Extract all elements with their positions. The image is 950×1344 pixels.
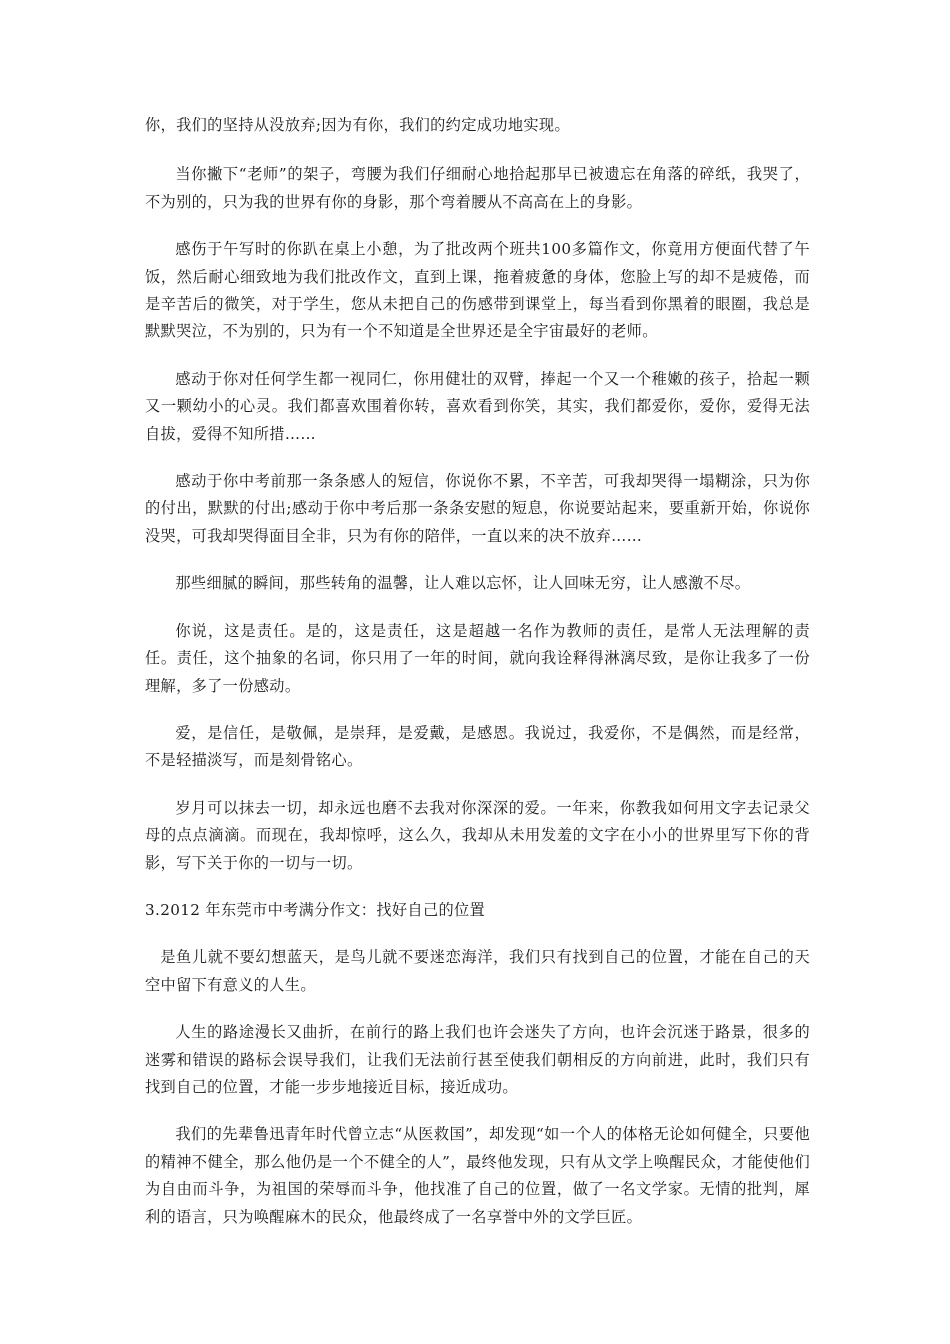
paragraph: 感动于你中考前那一条条感人的短信，你说你不累，不辛苦，可我却哭得一塌糊涂，只为你的付出，默默的付出;感动于你中考后那一条条安慰的短息，你说要站起来，要重新开始，你说你没哭，可我却哭得面目全非，只为有你的陪伴，一直以来的决不放弃…… (145, 472, 810, 545)
paragraph: 我们的先辈鲁迅青年时代曾立志“从医救国”，却发现“如一个人的体格无论如何健全，只要他的精神不健全，那么他仍是一个不健全的人”，最终他发现，只有从文学上唤醒民众，才能使他们为自由而斗争，为祖国的荣辱而斗争，他找准了自己的位置，做了一名文学家。无情的批判，犀利的语言，只为唤醒麻木的民众，他最终成了一名享誉中外的文学巨匠。 (145, 1125, 810, 1226)
paragraph: 你说，这是责任。是的，这是责任，这是超越一名作为教师的责任，是常人无法理解的责任。责任，这个抽象的名词，你只用了一年的时间，就向我诠释得淋漓尽致，是你让我多了一份理解，多了一份感动。 (145, 621, 810, 695)
paragraph: 当你撇下“老师”的架子，弯腰为我们仔细耐心地拾起那早已被遗忘在角落的碎纸，我哭了，不为别的，只为我的世界有你的身影，那个弯着腰从不高高在上的身影。 (145, 165, 810, 211)
paragraph: 岁月可以抹去一切，却永远也磨不去我对你深深的爱。一年来，你教我如何用文字去记录父母的点点滴滴。而现在，我却惊呼，这么久，我却从未用发羞的文字在小小的世界里写下你的背影，写下关于你的一切与一切。 (145, 798, 810, 872)
section-lead-paragraph: 是鱼儿就不要幻想蓝天，是鸟儿就不要迷恋海洋，我们只有找到自己的位置，才能在自己的天空中留下有意义的人生。 (145, 948, 810, 994)
paragraph: 人生的路途漫长又曲折，在前行的路上我们也许会迷失了方向，也许会沉迷于路景，很多的迷雾和错误的路标会误导我们，让我们无法前行甚至使我们朝相反的方向前进，此时，我们只有找到自己的位置，才能一步步地接近目标，接近成功。 (145, 1023, 810, 1096)
document-page (145, 112, 810, 1251)
paragraph: 感动于你对任何学生都一视同仁，你用健壮的双臂，捧起一个又一个稚嫩的孩子，拾起一颗又一颗幼小的心灵。我们都喜欢围着你转，喜欢看到你笑，其实，我们都爱你，爱你，爱得无法自拔，爱得不知所措…… (145, 369, 810, 443)
paragraph: 爱，是信任，是敬佩，是崇拜，是爱戴，是感恩。我说过，我爱你，不是偶然，而是经常，不是轻描淡写，而是刻骨铭心。 (145, 723, 810, 770)
section-title: 3.2012 年东莞市中考满分作文：找好自己的位置 (145, 900, 486, 919)
paragraph: 感伤于午写时的你趴在桌上小憩，为了批改两个班共100多篇作文，你竟用方便面代替了午饭，然后耐心细致地为我们批改作文，直到上课，拖着疲惫的身体，您脸上写的却不是疲倦，而是辛苦后的微笑，对于学生，您从未把自己的伤感带到课堂上，每当看到你黑着的眼圈，我总是默默哭泣，不为别的，只为有一个不知道是全世界还是全宇宙最好的老师。 (145, 240, 810, 341)
paragraph: 你，我们的坚持从没放弃;因为有你，我们的约定成功地实现。 (145, 116, 570, 134)
paragraph: 那些细腻的瞬间，那些转角的温馨，让人难以忘怀，让人回味无穷，让人感激不尽。 (175, 574, 751, 593)
